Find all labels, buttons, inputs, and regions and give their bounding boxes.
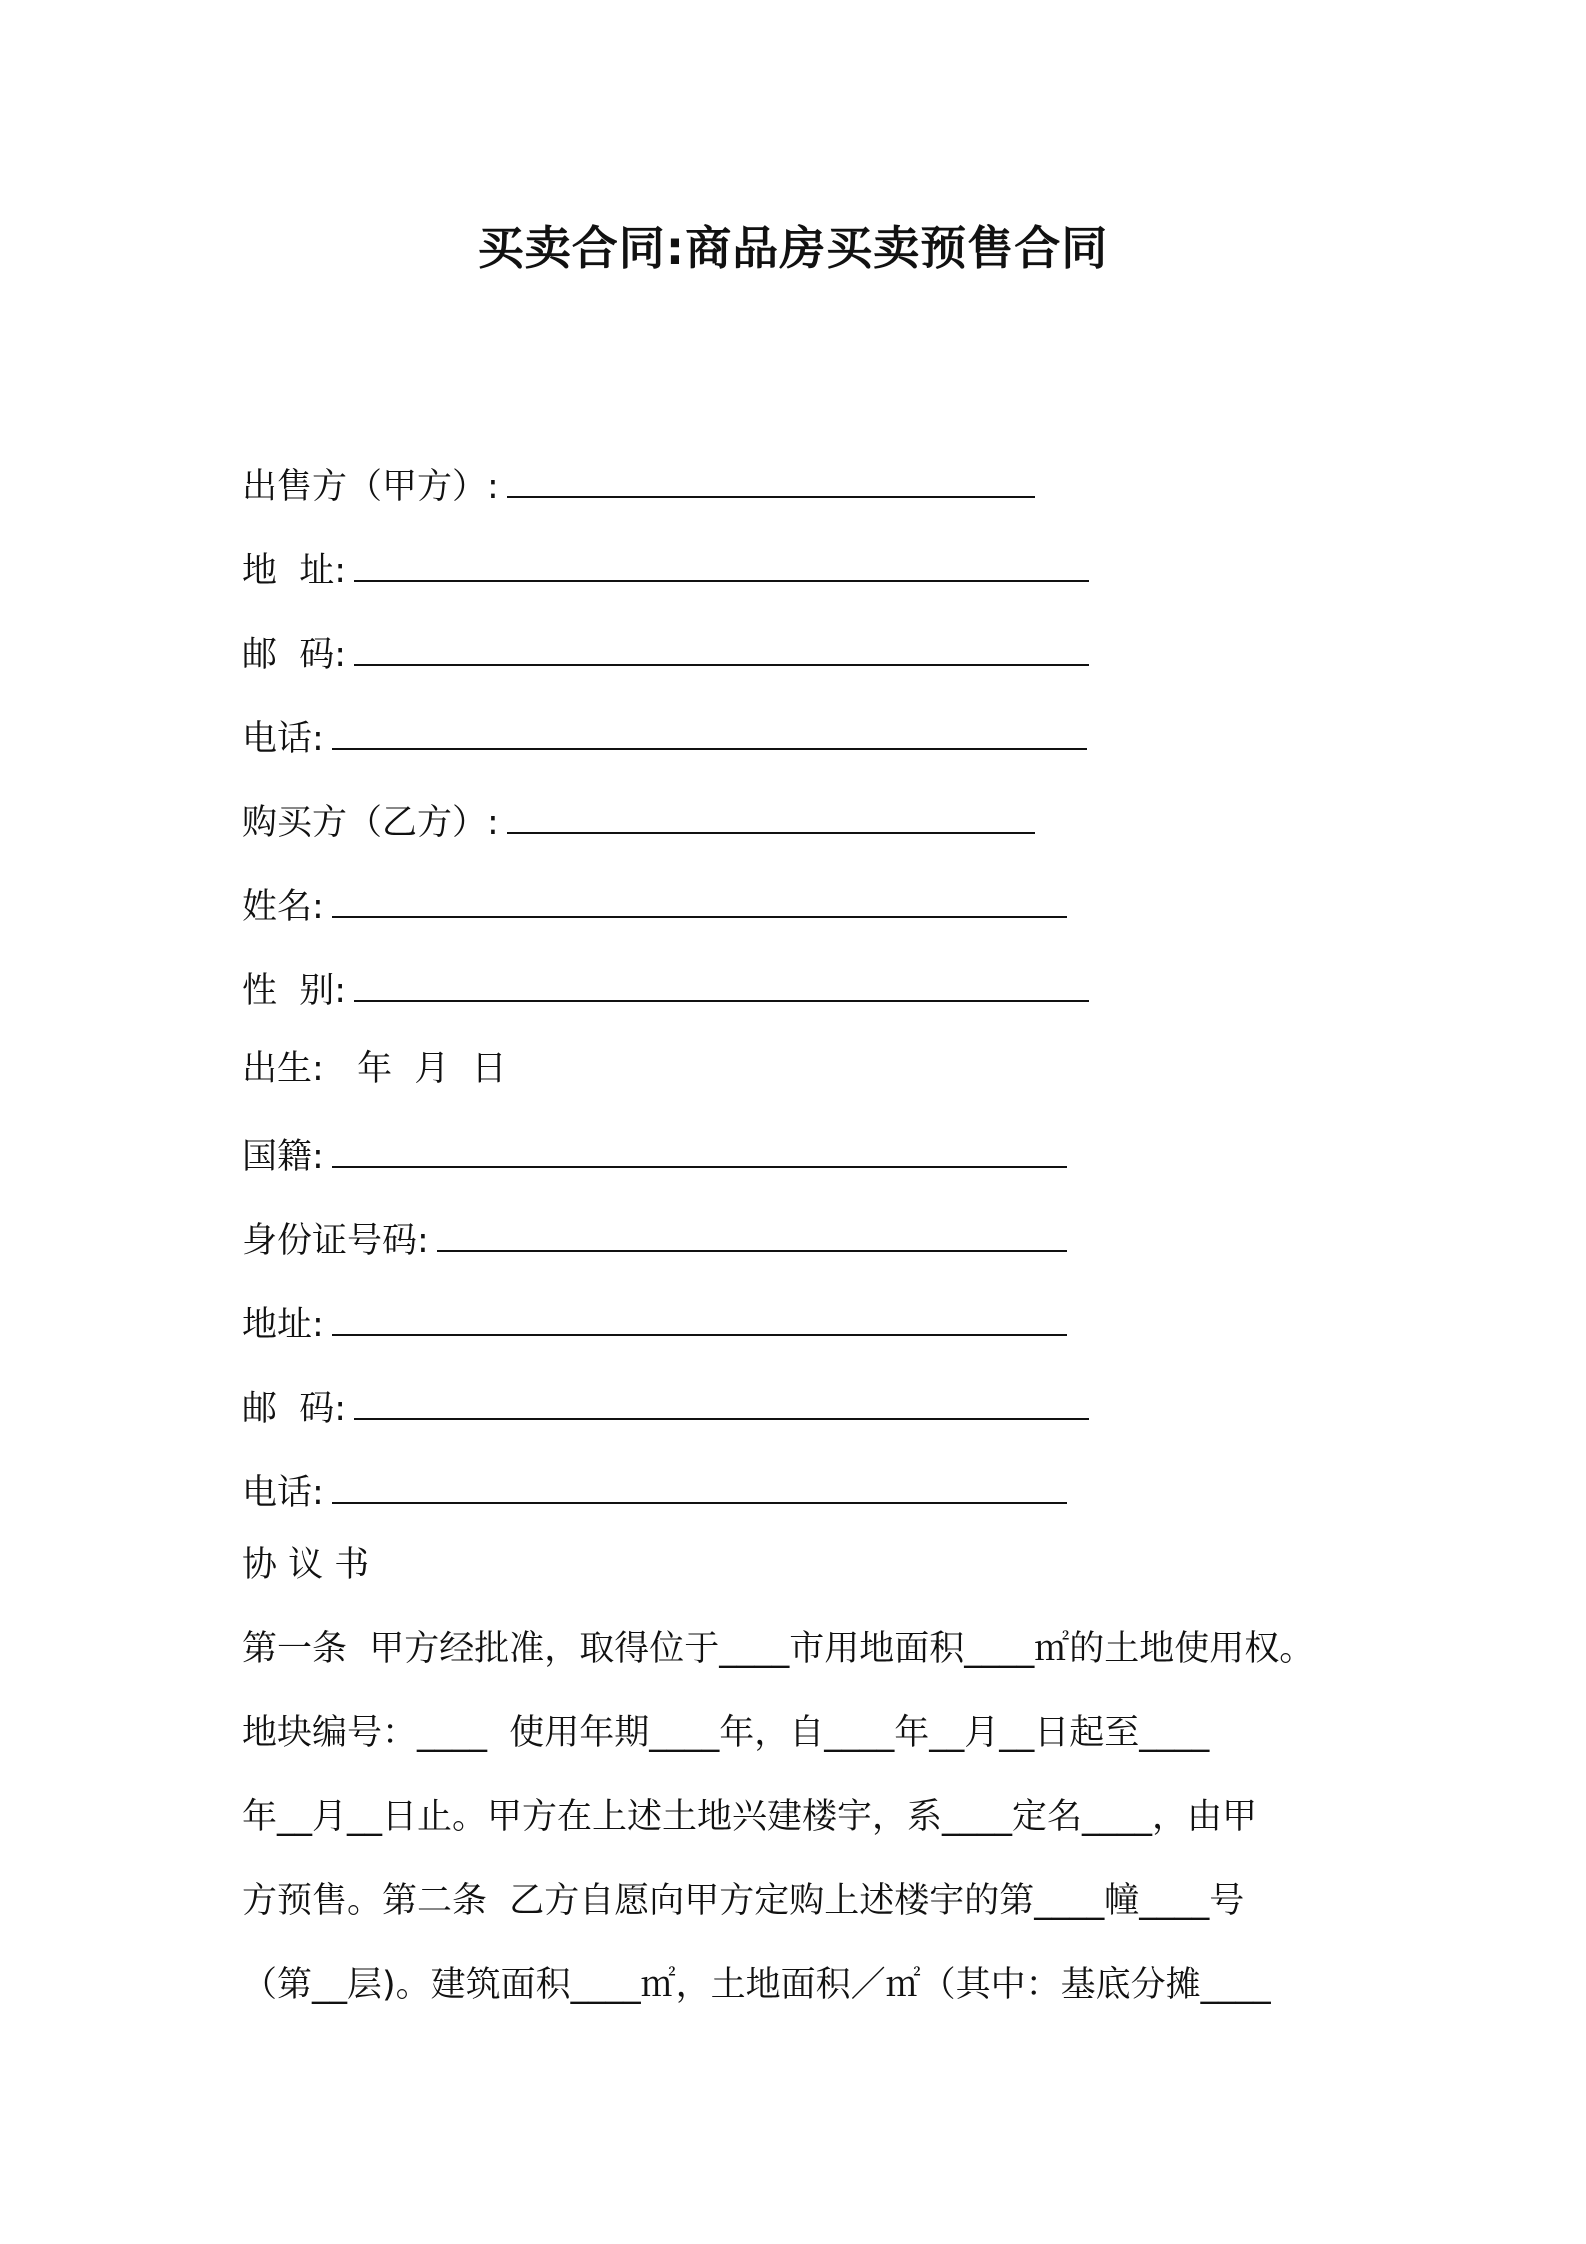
body-line: 方预售。第二条 乙方自愿向甲方定购上述楼宇的第____幢____号 xyxy=(242,1881,1245,1921)
body-line: 第一条 甲方经批准，取得位于____市用地面积____㎡的土地使用权。 xyxy=(242,1629,1315,1669)
buyer-heading-label: 购买方（乙方）: xyxy=(242,803,499,843)
seller-postcode-blank[interactable] xyxy=(354,663,1089,666)
buyer-postcode-label: 邮 码: xyxy=(242,1389,347,1429)
buyer-name-label: 姓名: xyxy=(242,887,324,927)
buyer-address-field xyxy=(242,1300,1067,1350)
buyer-postcode-field xyxy=(242,1384,1089,1434)
seller-heading-field xyxy=(242,462,1035,512)
seller-postcode-field xyxy=(242,630,1089,680)
buyer-nationality-label: 国籍: xyxy=(242,1137,324,1177)
seller-phone-label: 电话: xyxy=(242,719,324,759)
buyer-name-blank[interactable] xyxy=(332,915,1067,918)
seller-postcode-label: 邮 码: xyxy=(242,635,347,675)
buyer-phone-label: 电话: xyxy=(242,1473,324,1513)
seller-heading-label: 出售方（甲方）: xyxy=(242,467,499,507)
document-title: 买卖合同:商品房买卖预售合同 xyxy=(477,221,1109,275)
seller-phone-field xyxy=(242,714,1087,764)
buyer-nationality-blank[interactable] xyxy=(332,1165,1067,1168)
seller-address-field xyxy=(242,546,1089,596)
buyer-gender-label: 性 别: xyxy=(242,971,347,1011)
buyer-heading-field xyxy=(242,798,1035,848)
body-line: 年__月__日止。甲方在上述土地兴建楼宇，系____定名____，由甲 xyxy=(242,1797,1258,1837)
buyer-id-label: 身份证号码: xyxy=(242,1221,429,1261)
buyer-name-field xyxy=(242,882,1067,932)
buyer-address-label: 地址: xyxy=(242,1305,324,1345)
buyer-postcode-blank[interactable] xyxy=(354,1417,1089,1420)
body-line: 地块编号：____ 使用年期____年，自____年__月__日起至____ xyxy=(242,1713,1210,1753)
seller-phone-blank[interactable] xyxy=(332,747,1087,750)
buyer-nationality-field xyxy=(242,1132,1067,1182)
agreement-heading: 协 议 书 xyxy=(242,1545,370,1585)
buyer-phone-blank[interactable] xyxy=(332,1501,1067,1504)
seller-address-label: 地 址: xyxy=(242,551,347,591)
buyer-phone-field xyxy=(242,1468,1067,1518)
body-line: （第__层)。建筑面积____㎡，土地面积／㎡（其中：基底分摊____ xyxy=(242,1965,1271,2005)
seller-blank[interactable] xyxy=(507,495,1035,498)
buyer-address-blank[interactable] xyxy=(332,1333,1067,1336)
buyer-birth-label: 出生: 年 月 日 xyxy=(242,1049,507,1089)
buyer-id-blank[interactable] xyxy=(437,1249,1067,1252)
buyer-birth-field xyxy=(242,1044,507,1094)
buyer-gender-blank[interactable] xyxy=(354,999,1089,1002)
buyer-id-field xyxy=(242,1216,1067,1266)
buyer-blank[interactable] xyxy=(507,831,1035,834)
seller-address-blank[interactable] xyxy=(354,579,1089,582)
buyer-gender-field xyxy=(242,966,1089,1016)
